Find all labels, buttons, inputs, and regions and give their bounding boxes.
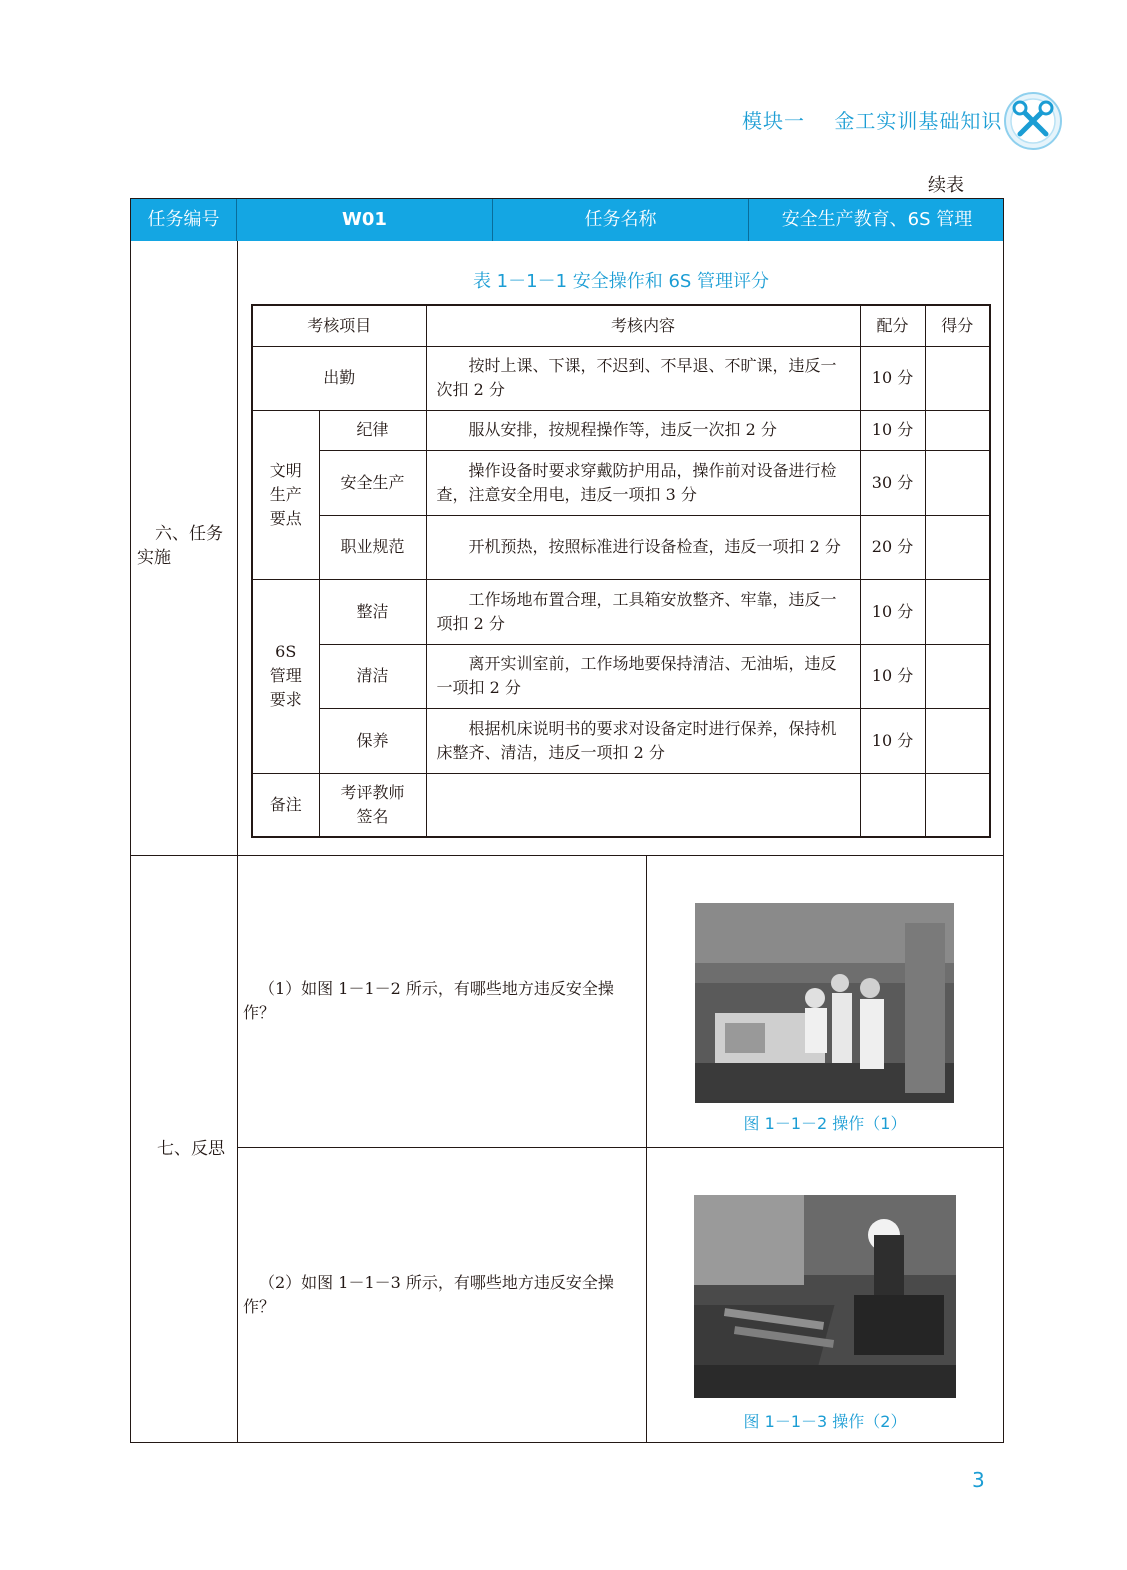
attendance-item: 出勤 xyxy=(252,346,426,410)
remarks-label: 备注 xyxy=(252,773,319,837)
task-name-label: 任务名称 xyxy=(493,199,749,241)
civil-group-label xyxy=(252,410,319,579)
task-header-bar xyxy=(131,199,1003,241)
table-caption: 表 1－1－1 安全操作和 6S 管理评分 xyxy=(472,271,770,292)
reflection-row-divider xyxy=(237,1147,1003,1148)
civil-label-line: 生产 xyxy=(269,484,302,504)
table-row xyxy=(252,346,990,410)
row-content: 工作场地布置合理，工具箱安放整齐、牢靠，违反一项扣 2 分 xyxy=(426,579,860,644)
row-item: 职业规范 xyxy=(319,515,426,579)
six-s-group-label xyxy=(252,579,319,773)
attendance-got xyxy=(925,346,990,410)
row-content: 开机预热，按照标准进行设备检查，违反一项扣 2 分 xyxy=(426,515,860,579)
continued-label: 续表 xyxy=(928,175,964,196)
lathe-workshop-image xyxy=(695,903,954,1103)
question-1: （1）如图 1－1－2 所示，有哪些地方违反安全操作？ xyxy=(243,979,614,1022)
header-score: 配分 xyxy=(860,305,925,346)
row-got xyxy=(925,515,990,579)
row-got xyxy=(925,644,990,708)
attendance-score: 10 分 xyxy=(860,346,925,410)
task-name-value: 安全生产教育、6S 管理 xyxy=(781,209,973,230)
six-s-label-line: 要求 xyxy=(269,690,302,709)
row-score: 20 分 xyxy=(860,515,925,579)
remarks-score xyxy=(860,773,925,837)
six-s-label-line: 管理 xyxy=(269,666,302,685)
table-row xyxy=(252,773,990,837)
row-got xyxy=(925,450,990,515)
page-number: 3 xyxy=(972,1468,985,1492)
section6-label-line1: 六、任务 xyxy=(155,524,223,544)
remarks-got xyxy=(925,773,990,837)
question-2: （2）如图 1－1－3 所示，有哪些地方违反安全操作？ xyxy=(243,1273,614,1316)
section6-label xyxy=(137,522,223,570)
table-row xyxy=(252,708,990,773)
table-header-row xyxy=(252,305,990,346)
header-module-title: 模块一 金工实训基础知识 xyxy=(742,109,1003,133)
row-got xyxy=(925,410,990,450)
remarks-item-line: 签名 xyxy=(356,806,389,826)
score-table xyxy=(251,304,991,838)
row-score: 10 分 xyxy=(860,579,925,644)
remarks-content xyxy=(426,773,860,837)
civil-label-line: 文明 xyxy=(269,460,302,480)
wrench-logo-icon xyxy=(1002,90,1064,152)
row-score: 30 分 xyxy=(860,450,925,515)
row-item: 保养 xyxy=(319,708,426,773)
header-got: 得分 xyxy=(925,305,990,346)
section6-label-line2: 实施 xyxy=(137,548,171,568)
row-got xyxy=(925,708,990,773)
remarks-item-line: 考评教师 xyxy=(340,782,405,802)
row-score: 10 分 xyxy=(860,644,925,708)
section7-label: 七、反思 xyxy=(157,1139,225,1159)
figure-2-caption: 图 1－1－3 操作（2） xyxy=(743,1412,907,1431)
six-s-label-line: 6S xyxy=(275,642,297,661)
workshop-photo-2 xyxy=(694,1195,956,1398)
remarks-item xyxy=(319,773,426,837)
table-row xyxy=(252,515,990,579)
row-item: 清洁 xyxy=(319,644,426,708)
header-item: 考核项目 xyxy=(252,305,426,346)
row-item: 整洁 xyxy=(319,579,426,644)
row-item: 安全生产 xyxy=(319,450,426,515)
task-table xyxy=(130,198,1004,1443)
row-content: 根据机床说明书的要求对设备定时进行保养，保持机床整齐、清洁，违反一项扣 2 分 xyxy=(426,708,860,773)
column-divider xyxy=(237,241,238,1442)
workshop-photo-1 xyxy=(695,903,954,1103)
milling-workshop-image xyxy=(694,1195,956,1398)
task-no-value: W01 xyxy=(237,199,493,241)
row-item: 纪律 xyxy=(319,410,426,450)
row-score: 10 分 xyxy=(860,708,925,773)
reflection-column-divider xyxy=(646,855,647,1442)
header-content: 考核内容 xyxy=(426,305,860,346)
row-content: 操作设备时要求穿戴防护用品，操作前对设备进行检查，注意安全用电，违反一项扣 3 分 xyxy=(426,450,860,515)
row-content: 服从安排，按规程操作等，违反一次扣 2 分 xyxy=(426,410,860,450)
row-content: 离开实训室前，工作场地要保持清洁、无油垢，违反一项扣 2 分 xyxy=(426,644,860,708)
figure-1-caption: 图 1－1－2 操作（1） xyxy=(743,1114,907,1133)
table-row xyxy=(252,579,990,644)
attendance-content: 按时上课、下课，不迟到、不早退、不旷课，违反一次扣 2 分 xyxy=(426,346,860,410)
task-no-label: 任务编号 xyxy=(131,199,237,241)
table-row xyxy=(252,450,990,515)
row-got xyxy=(925,579,990,644)
row-score: 10 分 xyxy=(860,410,925,450)
table-row xyxy=(252,644,990,708)
civil-label-line: 要点 xyxy=(269,508,302,528)
section-divider xyxy=(131,855,1003,856)
table-row xyxy=(252,410,990,450)
